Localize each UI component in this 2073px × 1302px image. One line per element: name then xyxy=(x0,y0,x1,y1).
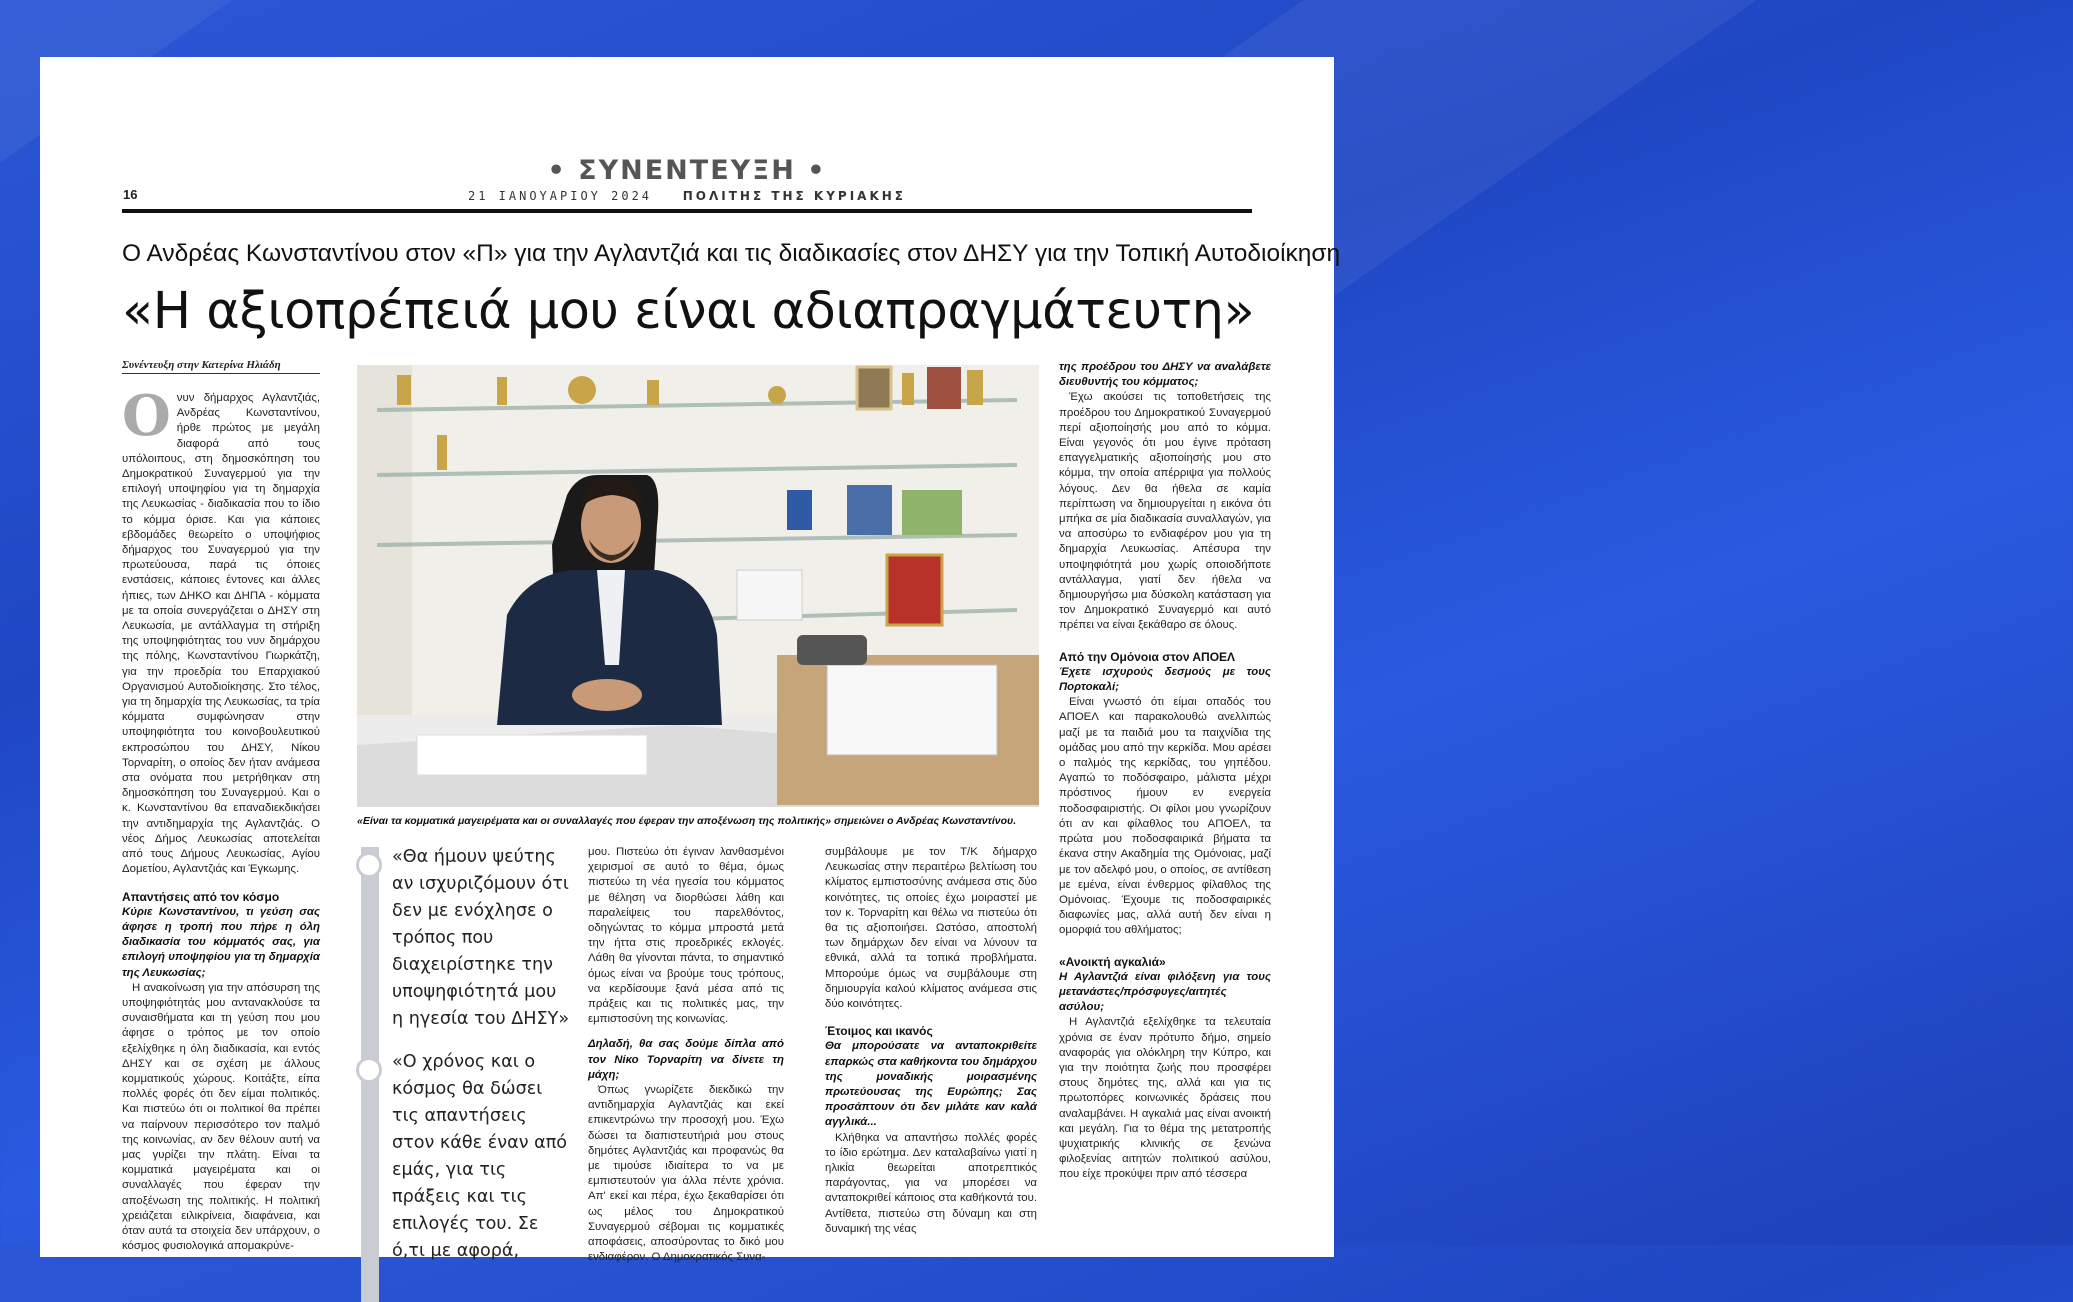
interview-answer: Η Αγλαντζιά εξελίχθηκε τα τελευταία χρόνια σε έναν πρότυπο δήμο, σημείο αναφοράς για ολόκληρη την Κύπρο, και για την ποιότητα ζωής που προσφέρει στους δημότες της, αλλά και για τις πρωτοπόρες κοινωνικές δράσεις που αναλαμβάνει. Η αγκαλιά μας είναι ανοικτή και μεγάλη. Για το θέμα της μετατροπής ψυχιατρικής κλινικής σε ξενώνα φιλοξενίας αιτητών πολιτικού ασύλου, που είχε προκύψει πριν από τέσσερα xyxy=(1059,1016,1271,1181)
interview-answer: Κλήθηκα να απαντήσω πολλές φορές το ίδιο ερώτημα. Δεν καταλαβαίνω γιατί η ηλικία θεωρείται αποτρεπτικός παράγοντας, για να μπορέσει να ανταποκριθεί κάποιος στα καθήκοντά του. Αντίθετα, πιστεύω στη δύναμη και στη δυναμική της νέας xyxy=(825,1131,1037,1235)
photo-caption: «Είναι τα κομματικά μαγειρέματα και οι συναλλαγές που έφεραν την αποξένωση της πολιτικής» σημειώνει ο Ανδρέας Κωνσταντίνου. xyxy=(357,815,1017,827)
interview-answer: Η ανακοίνωση για την απόσυρση της υποψηφιότητάς μου αντανακλούσε τα συναισθήματα και τη γεύση που μου άφησε ο τρόπος με τον οποίο εξελίχθηκε η όλη διαδικασία, και εντός ΔΗΣΥ και σε σχέση με άλλους κομματικούς χώρους. Κοιτάξτε, είπα πολλές φορές ότι δεν είμαι πολιτικός. Και πιστεύω ότι οι πολιτικοί θα πρέπει να παίρνουν περισσότερο τον παλμό της κοινωνίας, αν δεν θέλουν αυτή να μας γυρίζει την πλάτη. Είναι τα κομματικά μαγειρέματα και οι συναλλαγές που έφεραν την αποξένωση της πολιτικής. Η πολιτική χρειάζεται ειλικρίνεια, διαφάνεια, και όταν αυτά τα στοιχεία δεν υπάρχουν, ο κόσμος φυσιολογικά απομακρύνε- xyxy=(122,981,320,1253)
article-photo xyxy=(357,365,1039,807)
interview-answer: Όπως γνωρίζετε διεκδικώ την αντιδημαρχία Αγλαντζιάς και εκεί επικεντρώνω την προσοχή μου. Έχω δώσει τα διαπιστευτήριά μου στους δημότες Αγλαντζιάς και προφανώς θα με τιμούσε ιδιαίτερα το να με εμπιστευτούν για άλλα πέντε χρόνια. Απ' εκεί και πέρα, έχω ξεκαθαρίσει ότι ως μέλος του Δημοκρατικού Συναγερμού σέβομαι τις κομματικές αποφάσεις, αποσύροντας το δικό μου ενδιαφέρον. Ο Δημοκρατικός Συνα- xyxy=(588,1084,784,1264)
paragraph: μου. Πιστεύω ότι έγιναν λανθασμένοι χειρισμοί σε αυτό το θέμα, όμως πιστεύω τη νέα ηγεσία του κόμματος με θέληση να διορθώσει λάθη και παραλείψεις του παρελθόντος, οδηγώντας το κόμμα μπροστά μετά την ήττα στις προεδρικές εκλογές. Λάθη θα γίνονται πάντα, το σημαντικό όμως είναι να βρούμε τους τρόπους, να κερδίσουμε ξανά μέσα από τις πράξεις και τις πολιτικές μας, την εμπιστοσύνη της κοινωνίας. xyxy=(588,846,784,1026)
subhead: Από την Ομόνοια στον ΑΠΟΕΛ xyxy=(1059,649,1236,664)
article-headline: «Η αξιοπρέπειά μου είναι αδιαπραγμάτευτη» xyxy=(122,282,1255,341)
section-rubric: • ΣΥΝΕΝΤΕΥΞΗ • xyxy=(547,155,827,186)
interview-question: της προέδρου του ΔΗΣΥ να αναλάβετε διευθυντής του κόμματος; xyxy=(1059,361,1271,389)
page-number: 16 xyxy=(123,187,138,202)
article-kicker: Ο Ανδρέας Κωνσταντίνου στον «Π» για την Αγλαντζιά και τις διαδικασίες στον ΔΗΣΥ για την Τοπική Αυτοδιοίκηση xyxy=(122,240,1341,267)
column-5 xyxy=(1059,360,1271,1183)
byline: Συνέντευξη στην Κατερίνα Ηλιάδη xyxy=(122,359,320,374)
column-1 xyxy=(122,383,320,1254)
subhead: Έτοιμος και ικανός xyxy=(825,1024,933,1039)
pull-quote-bullet xyxy=(356,852,382,878)
interview-question: Η Αγλαντζιά είναι φιλόξενη για τους μετανάστες/πρόσφυγες/αιτητές ασύλου; xyxy=(1059,970,1271,1014)
newspaper-page xyxy=(40,57,1341,1264)
pull-quote: «Ο χρόνος και ο κόσμος θα δώσει τις απαντήσεις στον κάθε έναν από εμάς, για τις πράξεις και τις επιλογές του. Σε ό,τι με αφορά, xyxy=(392,1052,568,1261)
interview-question: Κύριε Κωνσταντίνου, τι γεύση σας άφησε η τροπή που πήρε η όλη διαδικασία του κόμματός σας, για επιλογή υποψηφίου για τη δημαρχία της Λευκωσίας; xyxy=(122,905,320,979)
photo-illustration xyxy=(357,365,1039,807)
interview-question: Θα μπορούσατε να ανταποκριθείτε επαρκώς στα καθήκοντα του δημάρχου της μοναδικής μοιρασμένης πρωτεύουσας της Ευρώπης; Σας προσάπτουν ότι δεν μιλάτε καν καλά αγγλικά... xyxy=(825,1040,1037,1129)
dateline-date: 21 ΙΑΝΟΥΑΡΙΟΥ 2024 xyxy=(467,189,653,203)
pull-quote: «Θα ήμουν ψεύτης αν ισχυριζόμουν ότι δεν με ενόχλησε ο τρόπος που διαχειρίστηκε την υποψηφιότητά μου η ηγεσία του ΔΗΣΥ» xyxy=(392,847,570,1029)
interview-question: Δηλαδή, θα σας δούμε δίπλα από τον Νίκο Τορναρίτη να δίνετε τη μάχη; xyxy=(588,1038,784,1081)
column-4 xyxy=(825,845,1037,1237)
interview-answer: Είναι γνωστό ότι είμαι οπαδός του ΑΠΟΕΛ και παρακολουθώ ανελλιπώς μαζί με τα παιδιά μου τα παιχνίδια της ομάδας μου από την κερκίδα. Μου αρέσει ο παλμός της κερκίδας, του γηπέδου. Αγαπώ το ποδόσφαιρο, μάλιστα μέχρι πρόστινος ήμουν εν ενεργεία ποδοσφαιριστής. Οι φίλοι μου γνωρίζουν ότι αν και φίλαθλος του ΑΠΟΕΛ, τα πρώτα μου ποδοσφαιρικά βήματα τα έκανα στην Ακαδημία της Ομόνοιας, μαζί με τον αδελφό μου, ο οποίος, σε αντίθεση με εμένα, είναι ένθερμος φίλαθλος της Ομόνοιας. Έχουμε τις ποδοσφαιρικές διαφωνίες μας, αλλά αυτή δεν είναι η ομορφιά του αθλήματος; xyxy=(1059,696,1271,937)
interview-answer: Έχω ακούσει τις τοποθετήσεις της προέδρου του Δημοκρατικού Συναγερμού περί αξιοποίησής μου από το κόμμα. Είναι γεγονός ότι μου έγινε πρόταση επαγγελματικής αξιοποίησής μου στο κόμμα, την οποία απέρριψα για πολλούς λόγους. Δεν θα ήθελα σε καμία περίπτωση να δημιουργείται η εικόνα ότι μπήκα σε μία διαδικασία συναλλαγών, για να αποσύρω το ενδιαφέρον μου για τη δημαρχία Λευκωσίας. Απέσυρα την υποψηφιότητά μου χωρίς οποιοδήποτε αντάλλαγμα, γιατί δεν ήθελα να δημιουργήσω μια δύσκολη κατάσταση για τον Δημοκρατικό Συναγερμό και αυτό πρέπει να είναι ξεκάθαρο σε όλους. xyxy=(1059,391,1271,632)
column-3 xyxy=(588,845,784,1265)
paragraph: συμβάλουμε με τον Τ/Κ δήμαρχο Λευκωσίας στην περαιτέρω βελτίωση του κλίματος εμπιστοσύνης ανάμεσα στις δύο κοινότητες, τις οποίες έχω μοιραστεί με τον κ. Τορναρίτη και θέλω να πιστεύω ότι θα τις αξιοποιήσει. Ωστόσο, αποστολή των δημάρχων δεν είναι να λύνουν τα εθνικά, αλλά τα τοπικά προβλήματα. Μπορούμε όμως να συμβάλουμε στη δημιουργία καλού κλίματος ανάμεσα στις δύο κοινότητες. xyxy=(825,846,1037,1011)
interview-question: Έχετε ισχυρούς δεσμούς με τους Πορτοκαλί; xyxy=(1059,665,1271,694)
pull-quote-bullet xyxy=(356,1057,382,1083)
intro-paragraph: Ονυν δήμαρχος Αγλαντζιάς, Ανδρέας Κωνσταντίνου, ήρθε πρώτος με μεγάλη διαφορά από τους υπόλοιπους, στη δημοσκόπηση του Δημοκρατικού Συναγερμού για την επιλογή υποψηφίου για τη δημαρχία της Λευκωσίας - διαδικασία που το ίδιο το κόμμα όρισε. Και για κάποιες εβδομάδες θεωρείτο ο υποψήφιος δήμαρχος του Συναγερμού για την πρωτεύουσα, παρά τις όποιες ενστάσεις, κάποιες έντονες και άλλες ήπιες, των ΔΗΚΟ και ΔΗΠΑ - κόμματα με τα οποία συνεργάζεται ο ΔΗΣΥ στη Λευκωσία, με αντάλλαγμα τη στήριξη της υποψηφιότητας του νυν δημάρχου της πόλης, Κωνσταντίνου Γιωρκάτζη, για την προεδρία του Επαρχιακού Οργανισμού Αυτοδιοίκησης. Στο τέλος, για τη δημαρχία της Λευκωσίας, τα τρία κόμματα συμφώνησαν στην υποψηφιότητα του κοινοβουλευτικού εκπροσώπου του ΔΗΣΥ, Νίκου Τορναρίτη, ο οποίος δεν ήταν ανάμεσα στα ονόματα που μετρήθηκαν στη δημοσκόπηση του Συναγερμού. Και ο κ. Κωνσταντίνου θα επαναδιεκδικήσει την αντιδημαρχία της Αγλαντζιάς. Ο νέος Δήμος Λευκωσίας αποτελείται από τους Δήμους Λευκωσίας, Αγίου Δομετίου, Αγλαντζιάς και Έγκωμης. xyxy=(122,383,320,876)
subhead: Απαντήσεις από τον κόσμο xyxy=(122,889,280,904)
drop-cap: Ο xyxy=(122,383,171,449)
dateline-paper: ΠΟΛΙΤΗΣ ΤΗΣ ΚΥΡΙΑΚΗΣ xyxy=(682,189,906,203)
header-rule xyxy=(122,209,1252,213)
subhead: «Ανοικτή αγκαλιά» xyxy=(1059,954,1166,969)
dateline xyxy=(40,189,1334,203)
